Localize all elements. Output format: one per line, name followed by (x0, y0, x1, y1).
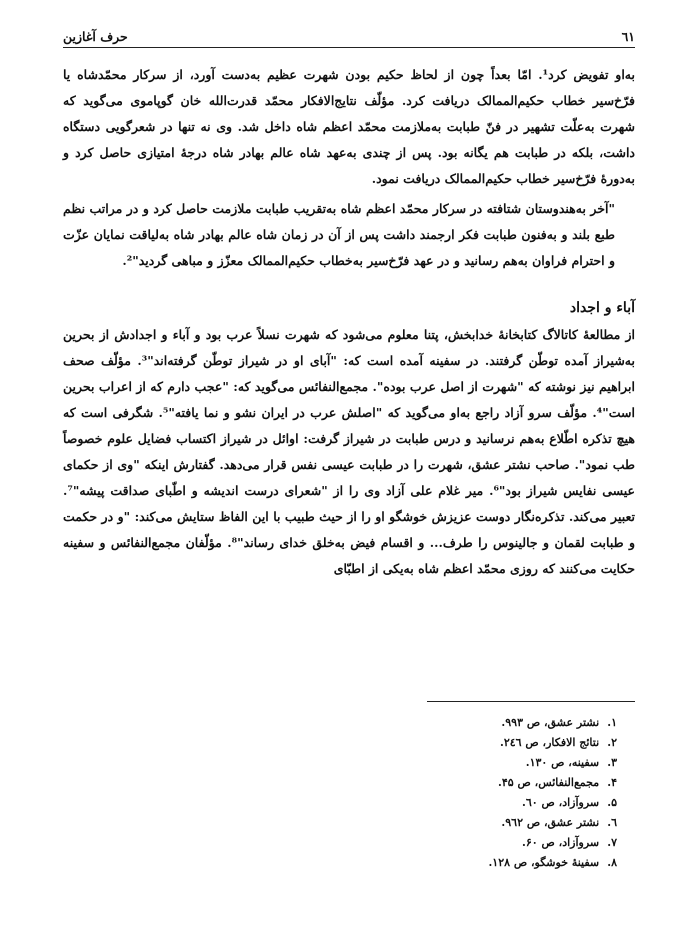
page-number: ٦١ (621, 29, 635, 44)
footnote-item: ۵. سروآزاد، ص ٦٠. (522, 796, 617, 809)
footnote-divider (427, 701, 635, 702)
block-quote: "آخر به‌هندوستان شتافته در سرکار محمّد اعظم شاه به‌تقریب طبابت ملازمت حاصل کرد و در مراتب نظم طبع بلند و به‌فنون طبابت فکر ارجمند داشت پس از آن در زمان شاه عالم بهادر شاه به‌لیاقت نمایان عزّت و احترام فراوان به‌هم رسانید و در عهد فرّخ‌سیر به‌خطاب حکیم‌الممالک معزّز و مباهی گردید"². (63, 201, 615, 268)
footnote-item: ٦. نشتر عشق، ص ٩٦٢. (501, 816, 617, 829)
footnote-item: ٣. سفینه، ص ١٣٠. (525, 756, 617, 769)
footnotes-list (488, 713, 617, 873)
footnote-item: ٢. نتائج الافکار، ص ٢٤٦. (500, 736, 617, 749)
footnote-item: ٨. سفینهٔ خوشگو، ص ١٢٨. (488, 856, 617, 869)
section-heading: آباء و اجداد (569, 300, 635, 316)
paragraph-intro: به‌او تفویض کرد¹. امّا بعداً چون از لحاظ حکیم بودن شهرت عظیم به‌دست آورد، از سرکار محمّدشاه یا فرّخ‌سیر خطاب حکیم‌الممالک دریافت کرد. مؤلّف نتایج‌الافکار محمّد قدرت‌الله خان گوپاموی می‌گوید که شهرت به‌علّت تشهیر در فنّ طبابت به‌ملازمت محمّد اعظم شاه داخل شد. وی نه تنها در شعرگویی دستگاه داشت، بلکه در طبابت هم یگانه بود. پس از چندی به‌عهد شاه عالم بهادر شاه درجهٔ امتیازی حاصل کرد و به‌دورهٔ فرّخ‌سیر خطاب حکیم‌الممالک دریافت نمود. (63, 67, 635, 186)
footnote-item: ۴. مجمع‌النفائس، ص ۴۵. (498, 776, 617, 789)
footnote-item: ٧. سروآزاد، ص ۶٠. (522, 836, 617, 849)
paragraph-ancestry: از مطالعهٔ کاتالاگ کتابخانهٔ خدابخش، پتنا معلوم می‌شود که شهرت نسلاً عرب بود و آباء و اجدادش از بحرین به‌شیراز آمده توطّن گرفتند. در سفینه آمده است که: "آبای او در شیراز توطّن گرفته‌اند"³. مؤلّف صحف ابراهیم نیز نوشته که "شهرت از اصل عرب بوده". مجمع‌النفائس می‌گوید که: "عجب دارم که از اعراب بحرین است"⁴. مؤلّف سرو آزاد راجع به‌او می‌گوید که "اصلش عرب در ایران نشو و نما یافته"⁵. شگرفی است که هیچ تذکره اطّلاع به‌هم نرسانید و درس طبابت در شیراز گرفت: اوائل در شیراز اکتساب فضایل علوم خصوصاً طب نمود". صاحب نشتر عشق، شهرت را در طبابت عیسی نفس قرار می‌دهد. گفتارش اینکه "وی از حکمای عیسی نفایس شیراز بود"⁶. میر غلام علی آزاد وی را از "شعرای درست اندیشه و اطّبای صداقت پیشه"⁷. تعبیر می‌کند. تذکره‌نگار دوست عزیزش خوشگو او را از حیث طبیب با این الفاظ ستایش می‌کند: "و در حکمت و طبابت لقمان و جالینوس را طرف... و اقسام فیض به‌خلق خدای رساند"⁸. مؤلّفان مجمع‌النفائس و سفینه حکایت می‌کنند که روزی محمّد اعظم شاه به‌یکی از اطبّای (63, 327, 635, 576)
page-header (63, 20, 635, 48)
running-title: حرف آغازین (63, 29, 128, 44)
main-text (63, 62, 635, 582)
footnote-item: ١. نشتر عشق، ص ٩٩٣. (501, 716, 617, 729)
